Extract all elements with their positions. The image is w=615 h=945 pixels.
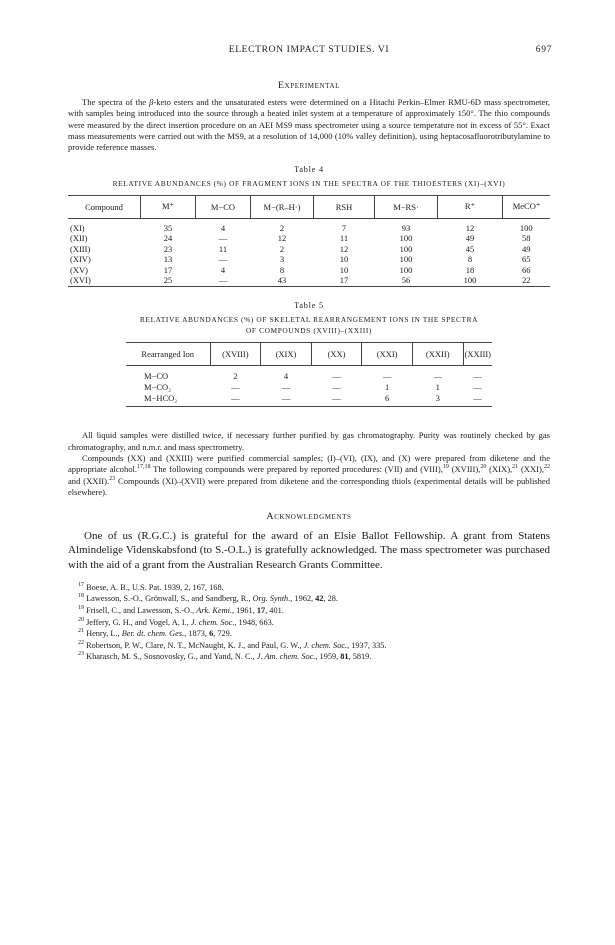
table4-caption: RELATIVE ABUNDANCES (%) OF FRAGMENT IONS IN THE SPECTRA OF THE THIOESTERS (XI)–(XVI) (112, 179, 506, 189)
reference-number: 22 (78, 640, 84, 647)
table5-label: Table 5 (294, 301, 324, 311)
table-cell: 10 (339, 254, 349, 265)
citation-marker: 21 (512, 464, 519, 471)
reference-text: Lawesson, S.-O., Grönwall, S., and Sandberg, R., (84, 594, 253, 604)
page (68, 44, 550, 663)
table-row (68, 244, 550, 254)
table-cell: 10 (339, 264, 349, 275)
table-cell: 25 (141, 275, 196, 287)
col-header: RSH (314, 195, 375, 218)
table5 (126, 342, 492, 407)
table-cell: 2 (279, 243, 285, 254)
reference-number: 18 (78, 593, 84, 600)
table-cell: — (332, 382, 341, 393)
citation-marker: 20 (480, 464, 487, 471)
reference-volume: 81 (340, 652, 349, 662)
citation-marker: 17,18 (137, 464, 151, 471)
table-cell: 100 (438, 275, 503, 287)
table-cell: 17 (314, 275, 375, 287)
reference-text: Robertson, P. W., Clare, N. T., McNaught, K. J., and Paul, G. W., (84, 640, 304, 650)
col-header: Rearranged Ion (126, 343, 210, 366)
table-cell: 58 (522, 233, 531, 244)
text-run: (XIX), (486, 464, 513, 475)
text-run: Compounds (XI)–(XVII) were prepared from diketene and the corresponding thiols (experimental details will be published elsewhere). (68, 475, 550, 497)
col-header: Compound (68, 195, 141, 218)
reference-item (68, 617, 550, 629)
table-cell: — (210, 393, 261, 407)
table-row (126, 366, 492, 383)
reference-number: 21 (78, 628, 84, 635)
table-cell: — (473, 371, 482, 382)
table-cell: 100 (399, 264, 413, 275)
table-cell: 12 (465, 222, 475, 233)
table5-caption-line: RELATIVE ABUNDANCES (%) OF SKELETAL REARRANGEMENT IONS IN THE SPECTRA (139, 315, 479, 325)
table5-caption-line: OF COMPOUNDS (XVIII)–(XXIII) (245, 325, 372, 335)
reference-item (68, 640, 550, 652)
table-cell: M−CO₂ (144, 382, 172, 393)
table-cell: — (231, 382, 240, 393)
text-run: (XVIII), (448, 464, 481, 475)
table-cell: 4 (220, 222, 226, 233)
table-cell: — (218, 233, 228, 244)
reference-item (68, 628, 550, 640)
table-cell: (XII) (70, 233, 88, 244)
table-cell: — (281, 382, 291, 393)
reference-text: , 5819. (348, 652, 372, 662)
col-header: (XXIII) (463, 343, 492, 366)
table-cell: (XI) (70, 222, 85, 233)
reference-text: , 729. (213, 629, 232, 639)
table-cell: 2 (233, 371, 238, 382)
table-cell: 45 (465, 243, 475, 254)
table-cell: — (196, 275, 251, 287)
table-cell: 22 (503, 275, 551, 287)
table-cell: 66 (522, 264, 531, 275)
reference-text: , 28. (323, 594, 338, 604)
col-header: (XXI) (362, 343, 413, 366)
reference-item (68, 582, 550, 594)
col-header: (XX) (311, 343, 362, 366)
reference-text: Jeffery, G. H., and Vogel, A. I., (84, 617, 191, 627)
section-heading-acknowledgments: Acknowledgments (266, 511, 352, 523)
col-header: M−(R–H·) (251, 195, 314, 218)
table-row (68, 254, 550, 264)
table-cell: (XIII) (70, 243, 91, 254)
table-cell: 8 (467, 254, 473, 265)
text-run: (XXI), (518, 464, 544, 475)
table-cell: 100 (519, 222, 533, 233)
table5-header-row (126, 343, 492, 366)
table-cell: 11 (339, 233, 349, 244)
reference-item (68, 605, 550, 617)
table-cell: (XV) (70, 264, 88, 275)
beta-symbol: β (149, 97, 154, 107)
table-cell: 7 (341, 222, 347, 233)
reference-text: 335. (372, 640, 387, 650)
reference-text: , 1948, (234, 617, 260, 627)
table-row (68, 233, 550, 243)
table-cell: 12 (339, 243, 349, 254)
table4 (68, 195, 550, 287)
reference-journal: Ber. dt. chem. Ges. (121, 629, 185, 639)
table-cell: — (218, 254, 228, 265)
table-cell: 4 (283, 371, 289, 382)
reference-text: Boese, A. B., U.S. Pat. 1939, 2, 167, 168. (84, 582, 224, 592)
table-cell: 6 (362, 393, 413, 407)
table-cell: 93 (401, 222, 411, 233)
reference-number: 23 (78, 651, 84, 658)
table-cell: — (311, 393, 362, 407)
reference-volume: 6 (209, 629, 214, 639)
reference-journal: J. chem. Soc. (303, 640, 348, 650)
reference-volume: 17 (256, 606, 266, 615)
table4-label: Table 4 (294, 165, 324, 175)
table-cell: — (332, 371, 341, 382)
table-cell: 100 (399, 243, 413, 254)
page-number: 697 (535, 44, 552, 55)
reference-text: Henry, L., (84, 629, 122, 639)
table-cell: 65 (522, 254, 531, 265)
text-run: Compounds (XX) and (XXIII) were purified commercial samples; (I)–(VI), (IX), and (X) were prepared from diketene and the appropriate alcohol. (68, 453, 550, 475)
table-cell: 18 (465, 264, 475, 275)
table-cell: 13 (163, 254, 173, 265)
reference-text: , 1962, (290, 594, 316, 604)
reference-journal: J. Am. chem. Soc. (256, 652, 316, 662)
text-run: The spectra of the (82, 97, 150, 107)
table-cell: M−HCO₂ (126, 393, 210, 407)
table-cell: 49 (465, 233, 475, 244)
table-cell: 1 (384, 382, 390, 393)
table-cell: (XVI) (68, 275, 141, 287)
table-cell: 12 (277, 233, 287, 244)
table-cell: — (463, 393, 492, 407)
paragraph-experimental (68, 97, 550, 153)
running-title: ELECTRON IMPACT STUDIES. VI (228, 44, 390, 55)
col-header: R⁺ (438, 195, 503, 218)
citation-marker: 22 (543, 464, 550, 471)
col-header: (XXII) (412, 343, 463, 366)
reference-text: 663. (259, 617, 274, 627)
reference-journal: J. chem. Soc. (190, 617, 235, 627)
table-row (126, 393, 492, 407)
reference-number: 17 (78, 582, 84, 589)
paragraph-acknowledgments: One of us (R.G.C.) is grateful for the award of an Elsie Ballot Fellowship. A grant from Statens Almindelige Videnskabsfond (to S.-O.L.) is gratefully acknowledged. The mass spectrometer was purchased with the aid of a grant from the Australian Research Grants Committee. (68, 530, 550, 571)
table-cell: 2 (279, 222, 285, 233)
table-cell: — (473, 382, 482, 393)
table-cell: 100 (399, 233, 413, 244)
col-header: (XVIII) (210, 343, 261, 366)
col-header: M⁺ (141, 195, 196, 218)
table-cell: 3 (279, 254, 285, 265)
col-header: MeCO⁺ (503, 195, 551, 218)
citation-marker: 19 (442, 464, 449, 471)
paragraph-compounds (68, 453, 550, 498)
table-cell: 17 (163, 264, 173, 275)
table-cell: 43 (251, 275, 314, 287)
reference-number: 19 (78, 605, 84, 612)
text-run: -keto esters and the unsaturated esters were determined on a Hitachi Perkin–Elmer RMU-6D mass spectrometer, with samples being introduced into the source through a heated inlet system at a temperature of approximately 150°. The thio compounds were measured by the direct insertion procedure on an AEI MS9 mass spectrometer using a source temperature not in excess of 55°. Exact mass measurements were carried out with the MS9, at a resolution of 14,000 (10% valley definition), using heptacosafluorotributylamine to provide reference masses. (68, 97, 550, 153)
paragraph-samples: All liquid samples were distilled twice, if necessary further purified by gas chromatography. Purity was routinely checked by gas chromatography, and n.m.r. and mass spectrometry. (68, 430, 550, 452)
running-header (68, 44, 550, 58)
table-row (68, 265, 550, 275)
reference-text: Frisell, C., and Lawesson, S.-O., (84, 606, 197, 615)
reference-item (68, 593, 550, 605)
table-cell: 11 (218, 243, 228, 254)
section-heading-experimental: Experimental (277, 80, 340, 91)
table-cell: 35 (163, 222, 173, 233)
table-cell: 1 (435, 382, 440, 393)
reference-text: , 1873, (184, 629, 210, 639)
text-run: The following compounds were prepared by reported procedures: (VII) and (VIII), (150, 464, 443, 475)
table4-header-row (68, 195, 550, 218)
table-cell: — (261, 393, 312, 407)
reference-volume: 42 (315, 594, 324, 604)
table-cell: 23 (163, 243, 173, 254)
reference-text: Kharasch, M. S., Sosnovosky, G., and Yand, N. C., (84, 652, 257, 662)
reference-item (68, 651, 550, 663)
reference-journal: Ark. Kemi. (196, 606, 232, 615)
col-header: M−RS· (375, 195, 438, 218)
reference-text: , 1961, (231, 606, 257, 615)
reference-number: 20 (78, 616, 84, 623)
table-cell: 24 (163, 233, 173, 244)
text-run: and (XXII). (68, 475, 110, 486)
reference-journal: Org. Synth. (252, 594, 291, 604)
table-row (68, 218, 550, 233)
table-cell: 3 (412, 393, 463, 407)
table5-caption (68, 315, 550, 336)
citation-marker: 23 (109, 475, 116, 482)
table-cell: — (433, 371, 442, 382)
table-cell: — (382, 371, 392, 382)
table-cell: M−CO (144, 371, 169, 382)
table-cell: (XIV) (70, 254, 91, 265)
table-cell: 49 (522, 243, 531, 254)
reference-text: , 401. (265, 606, 284, 615)
col-header: (XIX) (261, 343, 312, 366)
table-row (126, 382, 492, 393)
table-row (68, 275, 550, 287)
references-list (68, 582, 550, 663)
table-cell: 4 (220, 264, 226, 275)
reference-text: , 1959, (315, 652, 341, 662)
table-cell: 100 (399, 254, 413, 265)
table-cell: 8 (279, 264, 285, 275)
reference-text: , 1937, (347, 640, 372, 650)
table-cell: 56 (375, 275, 438, 287)
col-header: M−CO (196, 195, 251, 218)
